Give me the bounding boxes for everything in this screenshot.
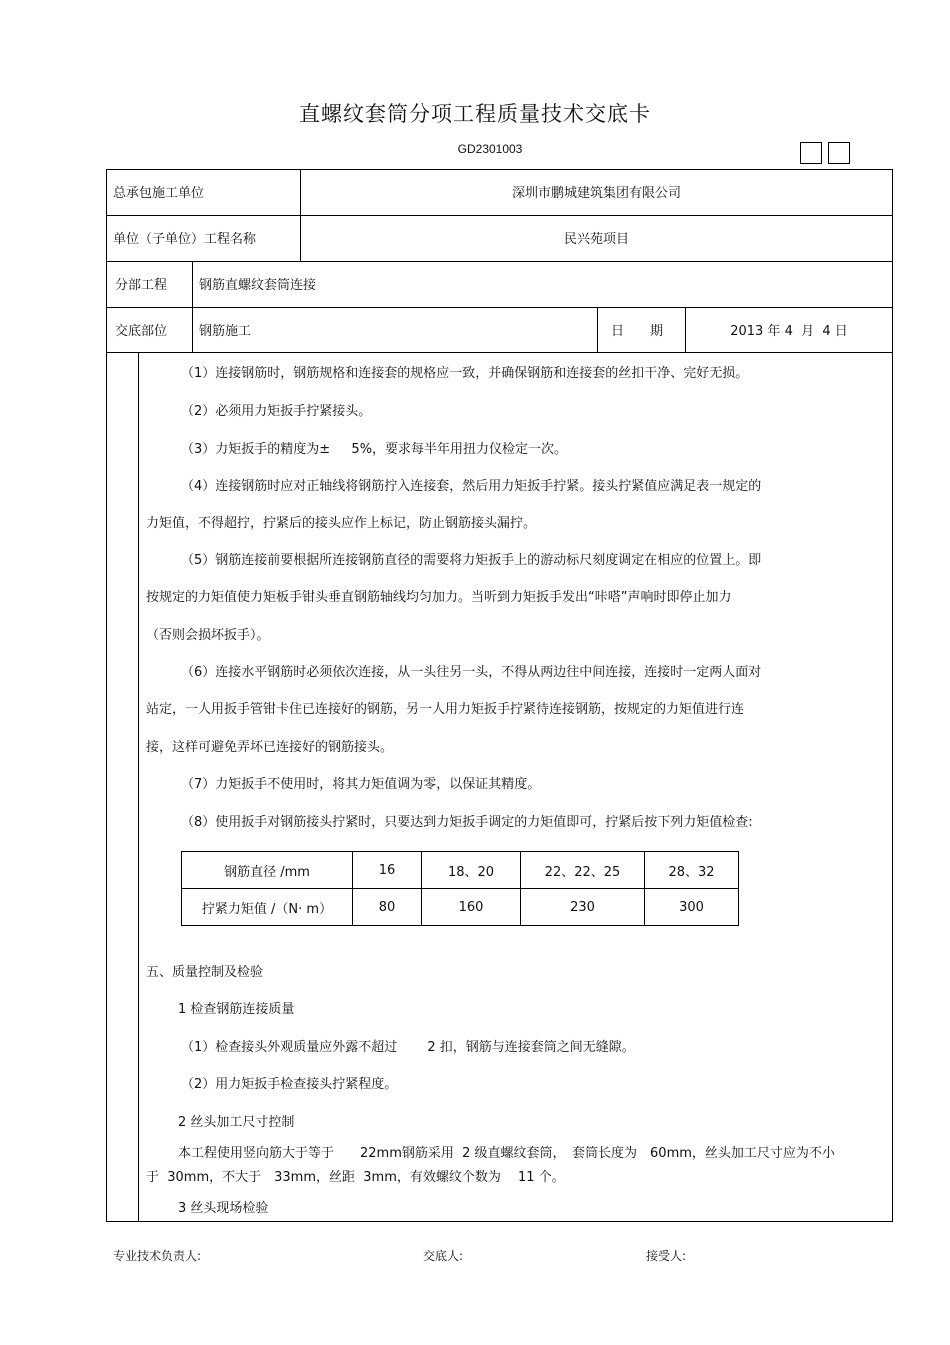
table-row <box>182 852 739 889</box>
paragraph: 于 30mm，不大于 33mm，丝距 3mm，有效螺纹个数为 11 个。 <box>146 1170 565 1185</box>
paragraph: （5）钢筋连接前要根据所连接钢筋直径的需要将力矩扳手上的游动标尺刻度调定在相应的位置上。即 <box>181 553 762 568</box>
subsection-heading: 3 丝头现场检验 <box>178 1201 269 1216</box>
paragraph: （3）力矩扳手的精度为± 5%，要求每半年用扭力仪检定一次。 <box>181 442 568 457</box>
table-cell: 160 <box>422 889 521 926</box>
date-value: 2013 年 4 月 4 日 <box>730 324 848 339</box>
row-divider <box>106 352 893 353</box>
paragraph: （否则会损坏扳手）。 <box>146 628 270 643</box>
table-cell: 230 <box>521 889 645 926</box>
document-title: 直螺纹套筒分项工程质量技术交底卡 <box>299 102 651 126</box>
row-divider <box>106 215 893 216</box>
paragraph: （1）检查接头外观质量应外露不超过 2 扣，钢筋与连接套筒之间无缝隙。 <box>181 1040 635 1055</box>
table-cell: 80 <box>353 889 422 926</box>
torque-table <box>181 851 739 926</box>
checkbox-1[interactable] <box>800 142 822 164</box>
paragraph: 站定，一人用扳手管钳卡住已连接好的钢筋，另一人用力矩扳手拧紧待连接钢筋，按规定的力矩值进行连 <box>146 702 745 717</box>
checkbox-2[interactable] <box>828 142 850 164</box>
subsection-heading: 1 检查钢筋连接质量 <box>178 1002 295 1017</box>
project-label: 单位（子单位）工程名称 <box>113 232 257 247</box>
contractor-value: 深圳市鹏城建筑集团有限公司 <box>511 186 681 201</box>
paragraph: 接，这样可避免弄坏已连接好的钢筋接头。 <box>146 740 394 755</box>
table-cell: 28、32 <box>645 852 739 889</box>
part-label: 交底部位 <box>115 324 168 339</box>
document-code: GD2301003 <box>457 142 523 156</box>
paragraph: （4）连接钢筋时应对正轴线将钢筋拧入连接套，然后用力矩扳手拧紧。接头拧紧值应满足表一规定的 <box>181 479 762 494</box>
table-header-cell: 钢筋直径 /mm <box>182 852 353 889</box>
paragraph: （7）力矩扳手不使用时，将其力矩值调为零，以保证其精度。 <box>181 777 541 792</box>
paragraph: （2）用力矩扳手检查接头拧紧程度。 <box>181 1077 398 1092</box>
paragraph: （6）连接水平钢筋时必须依次连接，从一头往另一头，不得从两边往中间连接，连接时一定两人面对 <box>181 665 762 680</box>
table-cell: 22、22、25 <box>521 852 645 889</box>
col-divider <box>597 307 598 352</box>
margin-divider <box>138 352 139 1222</box>
subproject-label: 分部工程 <box>115 278 168 293</box>
table-cell: 18、20 <box>422 852 521 889</box>
receiver-signature-label: 接受人: <box>646 1249 687 1263</box>
table-cell: 16 <box>353 852 422 889</box>
paragraph: （1）连接钢筋时，钢筋规格和连接套的规格应一致，并确保钢筋和连接套的丝扣干净、完好无损。 <box>181 366 749 381</box>
subproject-value: 钢筋直螺纹套筒连接 <box>199 278 317 293</box>
discloser-signature-label: 交底人: <box>423 1249 464 1263</box>
paragraph: 本工程使用竖向筋大于等于 22mm钢筋采用 2 级直螺纹套筒， 套筒长度为 60mm，丝头加工尺寸应为不小 <box>178 1146 835 1161</box>
tech-lead-signature-label: 专业技术负责人: <box>113 1249 202 1263</box>
contractor-label: 总承包施工单位 <box>113 186 205 201</box>
col-divider <box>192 261 193 352</box>
date-label: 日 期 <box>611 324 664 339</box>
row-divider <box>106 307 893 308</box>
table-cell: 300 <box>645 889 739 926</box>
paragraph: 力矩值，不得超拧，拧紧后的接头应作上标记，防止钢筋接头漏拧。 <box>146 516 537 531</box>
paragraph: 按规定的力矩值使力矩板手钳头垂直钢筋轴线均匀加力。当听到力矩扳手发出“咔嗒”声响时即停止加力 <box>146 590 732 605</box>
project-value: 民兴苑项目 <box>563 232 629 247</box>
row-divider <box>106 261 893 262</box>
section-heading: 五、质量控制及检验 <box>146 965 264 980</box>
table-row <box>182 889 739 926</box>
subsection-heading: 2 丝头加工尺寸控制 <box>178 1115 295 1130</box>
part-value: 钢筋施工 <box>199 324 252 339</box>
paragraph: （2）必须用力矩扳手拧紧接头。 <box>181 404 372 419</box>
table-header-cell: 拧紧力矩值 /（N· m） <box>182 889 353 926</box>
paragraph: （8）使用扳手对钢筋接头拧紧时，只要达到力矩扳手调定的力矩值即可，拧紧后按下列力矩值检查: <box>181 815 753 830</box>
